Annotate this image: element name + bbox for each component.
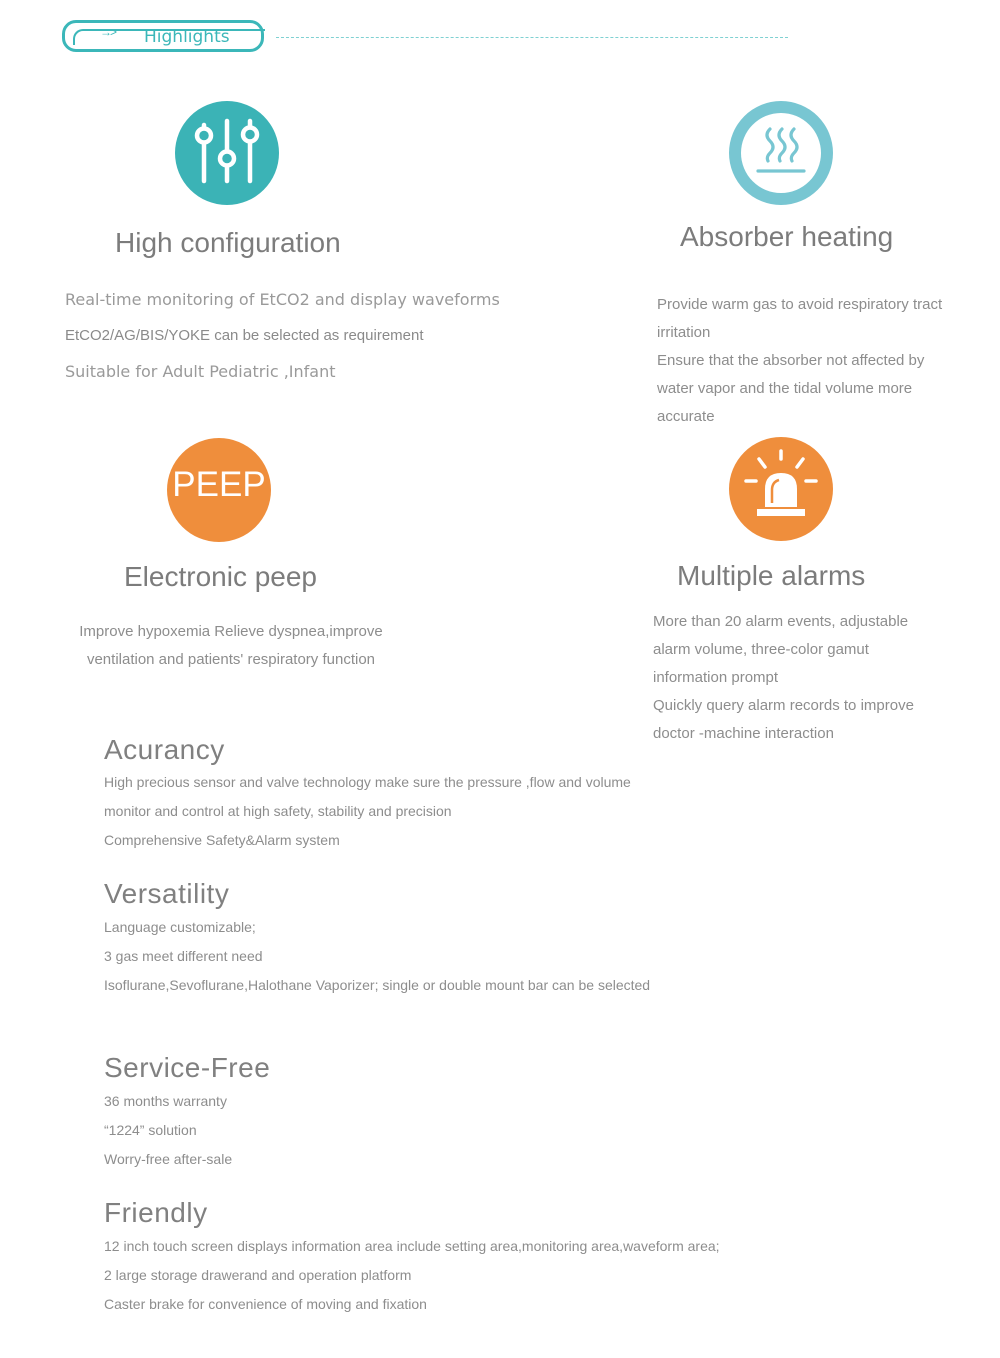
list-item: Ensure that the absorber not affected by bbox=[657, 352, 925, 369]
list-item: 36 months warranty bbox=[104, 1093, 227, 1109]
list-item: Caster brake for convenience of moving and fixation bbox=[104, 1296, 427, 1312]
header-divider bbox=[276, 37, 788, 38]
accuracy-title: Acurancy bbox=[104, 734, 225, 765]
list-item: Provide warm gas to avoid respiratory tract bbox=[657, 296, 943, 313]
list-item: Suitable for Adult Pediatric ,Infant bbox=[65, 362, 336, 381]
list-item: 12 inch touch screen displays information area include setting area,monitoring area,waveform area; bbox=[104, 1238, 720, 1254]
peep-title: Electronic peep bbox=[124, 561, 318, 592]
versatility-text bbox=[104, 913, 650, 1000]
list-item: doctor -machine interaction bbox=[653, 725, 834, 742]
peep-icon-label: PEEP bbox=[172, 465, 266, 504]
peep-text bbox=[70, 618, 392, 674]
list-item: “1224” solution bbox=[104, 1122, 197, 1138]
accuracy-text bbox=[104, 768, 631, 855]
list-item: Language customizable; bbox=[104, 919, 256, 935]
list-item: Worry-free after-sale bbox=[104, 1151, 233, 1167]
alarm-light-icon bbox=[729, 437, 833, 541]
list-item: monitor and control at high safety, stability and precision bbox=[104, 803, 452, 819]
list-item: 2 large storage drawerand and operation platform bbox=[104, 1267, 412, 1283]
sliders-icon bbox=[175, 101, 279, 205]
list-item: Comprehensive Safety&Alarm system bbox=[104, 832, 340, 848]
high-config-title: High configuration bbox=[115, 227, 341, 258]
list-item: accurate bbox=[657, 408, 715, 425]
list-item: Improve hypoxemia Relieve dyspnea,improve bbox=[79, 623, 383, 640]
alarms-title: Multiple alarms bbox=[677, 560, 866, 591]
service-title: Service-Free bbox=[104, 1052, 271, 1083]
heating-icon bbox=[729, 101, 833, 205]
list-item: Isoflurane,Sevoflurane,Halothane Vaporizer; single or double mount bar can be selected bbox=[104, 977, 651, 993]
list-item: Real-time monitoring of EtCO2 and display waveforms bbox=[65, 290, 500, 309]
list-item: information prompt bbox=[653, 669, 779, 686]
versatility-title: Versatility bbox=[104, 878, 230, 909]
highlights-label: Highlights bbox=[144, 27, 230, 47]
list-item: ventilation and patients' respiratory function bbox=[86, 651, 376, 668]
list-item: High precious sensor and valve technology make sure the pressure ,flow and volume bbox=[104, 774, 631, 790]
absorber-text bbox=[657, 291, 942, 431]
arrow-icon: →> bbox=[100, 25, 116, 39]
list-item: More than 20 alarm events, adjustable bbox=[653, 613, 909, 630]
list-item: EtCO2/AG/BIS/YOKE can be selected as requirement bbox=[65, 327, 424, 344]
list-item: irritation bbox=[657, 324, 711, 341]
friendly-text bbox=[104, 1232, 720, 1319]
list-item: 3 gas meet different need bbox=[104, 948, 263, 964]
alarms-text bbox=[653, 608, 914, 748]
service-text bbox=[104, 1087, 232, 1174]
list-item: water vapor and the tidal volume more bbox=[657, 380, 913, 397]
peep-icon bbox=[167, 438, 271, 542]
friendly-title: Friendly bbox=[104, 1197, 208, 1228]
list-item: alarm volume, three-color gamut bbox=[653, 641, 869, 658]
list-item: Quickly query alarm records to improve bbox=[653, 697, 914, 714]
absorber-title: Absorber heating bbox=[680, 221, 894, 252]
high-config-text bbox=[65, 282, 500, 390]
